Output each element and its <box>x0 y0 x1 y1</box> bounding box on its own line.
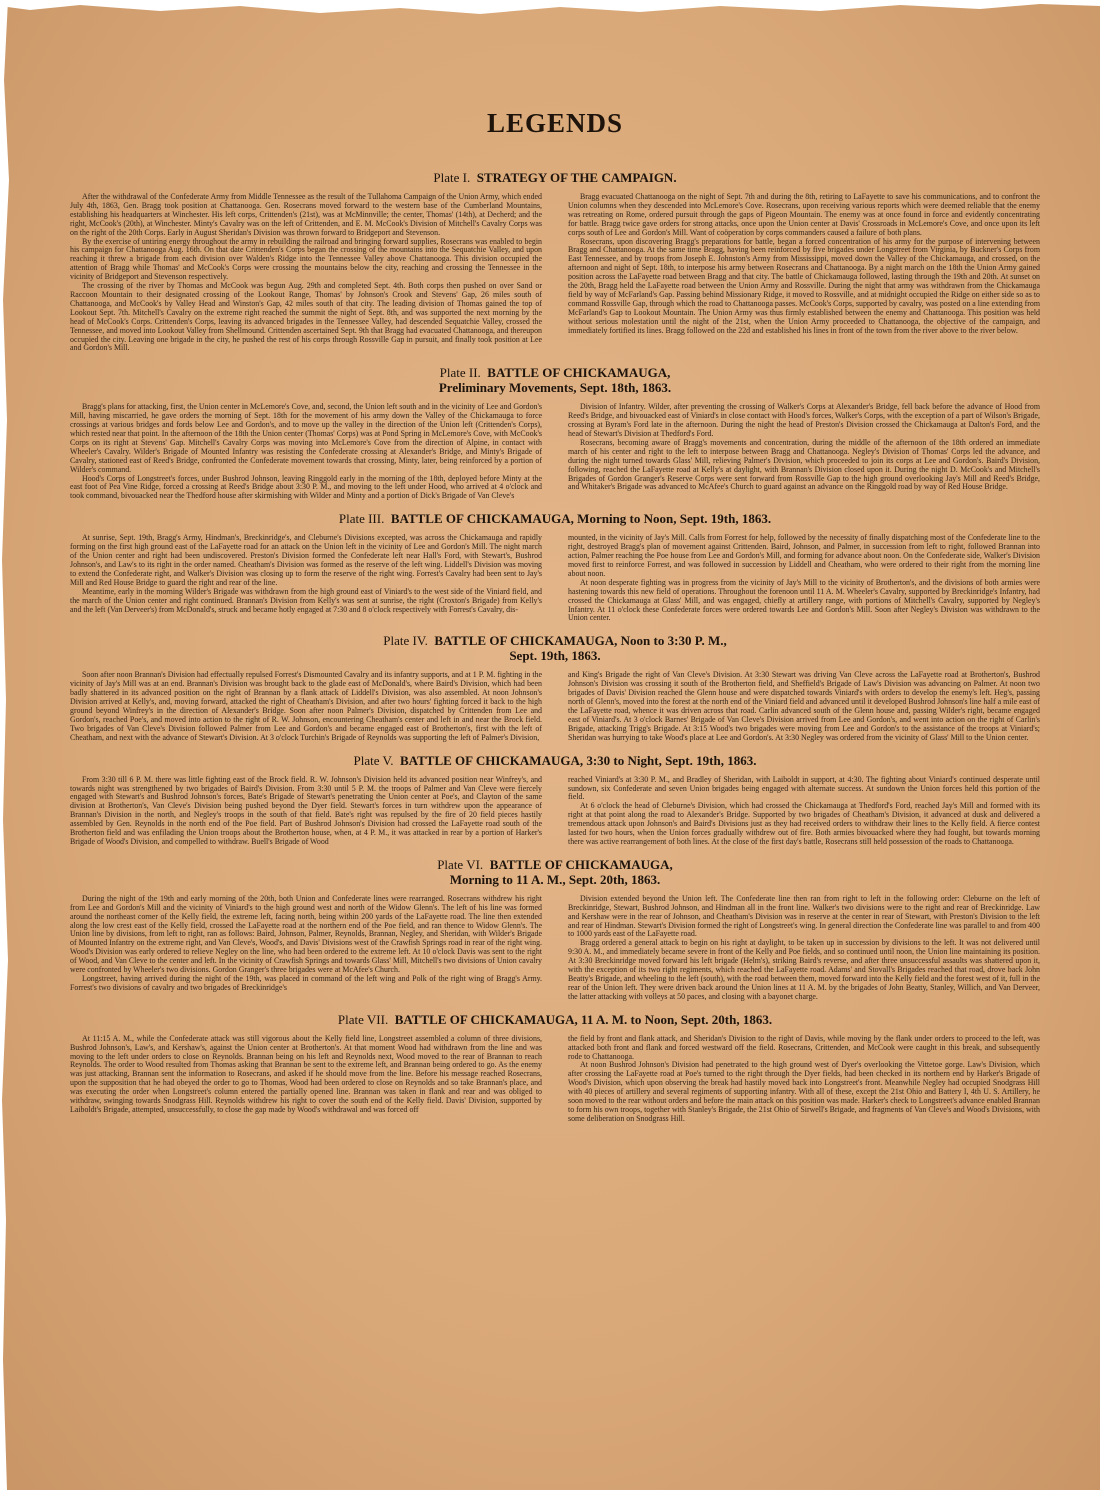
column-left <box>70 193 542 353</box>
paragraph: After the withdrawal of the Confederate Army from Middle Tennessee as the result of the Tullahoma Campaign of the Union Army, which ended July 4th, 1863, Gen. Bragg took position at Chattanooga. Gen. Rosecrans moved forward to the western base of the Cumberland Mountains, establishing his headquarters at Winchester. His left corps, Crittenden's (21st), was at McMinnville; the center, Thomas' (14th), at Decherd; and the right, McCook's (20th), at Winchester. Minty's Cavalry was on the left of Crittenden, and E. M. McCook's Division of Mitchell's Cavalry Corps was on the right of the 20th Corps. Early in August Sheridan's Division was thrown forward to Bridgeport and Stevenson. <box>70 192 542 237</box>
paragraph: Bragg's plans for attacking, first, the Union center in McLemore's Cove, and, second, the Union left south and in the vicinity of Lee and Gordon's Mill, having miscarried, he gave orders the morning of Sept. 18th for the movement of his army down the Valley of the Chickamauga to force crossings at various bridges and fords below Lee and Gordon's, and to move up the valley in the direction of the Union left (Crittenden's Corps), which rested near that point. In the afternoon of the 18th the Union center (Thomas' Corps) was at Pond Spring in McLemore's Cove, with McCook's Corps on its right at Stevens' Gap. Mitchell's Cavalry Corps was moving into McLemore's Cove from the direction of Alpine, in contact with Wheeler's Cavalry. Wilder's Brigade of Mounted Infantry was resisting the Confederate crossing at Alexander's Bridge, and Minty's Brigade of Cavalry, stationed east of Reed's Bridge, confronted the Confederate movement towards that crossing, Minty, later, being reinforced by a portion of Wilder's command. <box>70 402 542 474</box>
column-right <box>568 776 1040 847</box>
paragraph: Bragg evacuated Chattanooga on the night of Sept. 7th and during the 8th, retiring to LaFayette to save his communications, and to confront the Union columns when they descended into McLemore's Cove. Rosecrans, upon receiving various reports which were deemed reliable that the enemy was retreating on Rome, ordered pursuit through the gaps of Pigeon Mountain. The enemy was at once found in force and evidently concentrating for battle. Bragg twice gave orders for strong attacks, once upon the Union center at Davis' Crossroads in McLemore's Cove, and once upon its left corps south of Lee and Gordon's Mill. Want of coöperation by corps commanders caused a failure of both plans. <box>568 192 1040 237</box>
plate-numeral: Plate II. <box>439 365 481 381</box>
plate-section <box>70 365 1040 501</box>
paragraph: The crossing of the river by Thomas and McCook was begun Aug. 29th and completed Sept. 4th. Both corps then pushed on over Sand or Raccoon Mountain to their designated crossing of the Lookout Range, Thomas' by Johnson's Crook and Stevens' Gap, 26 miles south of Chattanooga, and McCook's by Valley Head and Winston's Gap, 42 miles south of that city. The leading division of Thomas gained the top of Lookout Sept. 7th. Mitchell's Cavalry on the extreme right reached the summit the night of Sept. 8th, and was supported the next morning by the head of McCook's Corps. Crittenden's Corps, leaving its advanced brigades in the Tennessee Valley, had descended Sequatchie Valley, crossed the Tennessee, and moved into Lookout Valley from Shellmound. Crittenden ascertained Sept. 9th that Bragg had evacuated Chattanooga, and thereupon occupied the city. Leaving one brigade in the city, he pushed the rest of his corps through Rossville Gap in pursuit, and finally took position at Lee and Gordon's Mill. <box>70 281 542 353</box>
plate-heading <box>70 1012 1040 1027</box>
plate-numeral: Plate I. <box>433 170 471 185</box>
column-left <box>70 776 542 847</box>
plate-columns <box>70 671 1040 742</box>
plate-title-line: STRATEGY OF THE CAMPAIGN. <box>476 170 677 185</box>
column-right <box>568 193 1040 353</box>
plate-section <box>70 511 1040 623</box>
column-left <box>70 1035 542 1124</box>
plate-columns <box>70 1035 1040 1124</box>
column-right <box>568 895 1040 1002</box>
paragraph: During the night of the 19th and early morning of the 20th, both Union and Confederate lines were rearranged. Rosecrans withdrew his right from Lee and Gordon's Mill and the vicinity of Viniard's to the high ground west and north of the Widow Glenn's. The left of his line was formed around the northeast corner of the Kelly field, the extreme left, facing north, being within 200 yards of the LaFayette road. The line then extended along the low crest east of the Kelly field, crossed the LaFayette road at the northern end of the Poe field, and ran thence to Widow Glenn's. The Union line by divisions, from left to right, ran as follows: Baird, Johnson, Palmer, Reynolds, Brannan, Negley, and Sheridan, with Wilder's Brigade of Mounted Infantry on the extreme right, and Van Cleve's, Wood's, and Davis' Divisions west of the Crawfish Springs road in rear of the right wing. Wood's Division was early ordered to relieve Negley on the line, who had been ordered to the extreme left. At 10 o'clock Davis was sent to the right of Wood, and Van Cleve to the center and left. In the vicinity of Crawfish Springs and towards Glass' Mill, Mitchell's two divisions of Union cavalry were confronted by Wheeler's two divisions. Gordon Granger's three brigades were at McAfee's Church. <box>70 893 542 975</box>
plate-title-line: Preliminary Movements, Sept. 18th, 1863. <box>438 380 672 396</box>
paragraph: At 6 o'clock the head of Cleburne's Division, which had crossed the Chickamauga at Thedford's Ford, reached Jay's Mill and formed with its right at that point along the road to Alexander's Bridge. Supported by two brigades of Cheatham's Division, it advanced at dusk and delivered a tremendous attack upon Johnson's and Baird's Divisions just as they had received orders to withdraw their lines to the Kelly field. A fierce contest lasted for two hours, when the Union forces gradually withdrew out of fire. Both armies bivouacked where they had fought, but towards morning there was active rearrangement of both lines. At the close of the first day's battle, Rosecrans still held possession of the roads to Chattanooga. <box>568 801 1040 846</box>
plate-title-line: BATTLE OF CHICKAMAUGA, <box>489 856 673 872</box>
paragraph: Meantime, early in the morning Wilder's Brigade was withdrawn from the high ground east of Viniard's to the west side of the Viniard field, and the march of the Union center and right continued. Brannan's Division from Kelly's was sent at sunrise, the right (Croxton's Brigade) from Kelly's and the left (Van Derveer's) from McDonald's, struck and became hotly engaged at 7:30 and 8 o'clock respectively with Forrest's Cavalry, dis- <box>70 586 542 614</box>
column-right <box>568 534 1040 623</box>
plates-container <box>70 170 1040 1124</box>
plate-title-line: BATTLE OF CHICKAMAUGA, 3:30 to Night, Sept. 19th, 1863. <box>400 752 757 768</box>
legends-content <box>70 100 1040 1124</box>
page-title: LEGENDS <box>486 108 624 138</box>
plate-heading <box>70 170 1040 185</box>
paragraph: the field by front and flank attack, and Sheridan's Division to the right of Davis, while moving by the flank under orders to proceed to the left, was attacked both front and flank and forced westward off the field. Rosecrans, Crittenden, and McCook were caught in this break, and subsequently rode to Chattanooga. <box>568 1033 1040 1061</box>
plate-heading <box>70 365 1040 395</box>
plate-title-line: BATTLE OF CHICKAMAUGA, 11 A. M. to Noon, Sept. 20th, 1863. <box>394 1011 773 1027</box>
column-right <box>568 1035 1040 1124</box>
plate-columns <box>70 895 1040 1002</box>
plate-heading <box>70 857 1040 887</box>
torn-left-edge <box>0 0 20 1490</box>
column-right <box>568 403 1040 501</box>
plate-section <box>70 1012 1040 1124</box>
paragraph: Longstreet, having arrived during the night of the 19th, was placed in command of the left wing and Polk of the right wing of Bragg's Army. Forrest's two divisions of cavalry and two brigades of Breckinridge's <box>70 974 542 992</box>
paragraph: and King's Brigade the right of Van Cleve's Division. At 3:30 Stewart was driving Van Cleve across the LaFayette road at Brotherton's, Bushrod Johnson's Division was crossing it south of the Brotherton field, and Sheffield's Brigade of Law's Division was advancing on Palmer. At noon two brigades of Davis' Division reached the Glenn house and were dispatched towards Viniard's with orders to develop the enemy's left. Heg's, passing north of Glenn's, moved into the forest at the north end of the Viniard field and advanced until it developed Bushrod Johnson's line half a mile east of the LaFayette road, whence it was driven across that road. Carlin advanced south of the Glenn house and, passing Wilder's right, became engaged east of Viniard's. At 3 o'clock Barnes' Brigade of Van Cleve's Division arrived from Lee and Gordon's, and went into action on the right of Carlin's Brigade, attacking Trigg's Brigade. At 3:15 Wood's two brigades were moving from Lee and Gordon's to the assistance of the troops at Viniard's; Sheridan was hurrying to take Wood's place at Lee and Gordon's. At 3:30 Negley was ordered from the vicinity of Glass' Mill to the Union center. <box>568 670 1040 742</box>
paragraph: Hood's Corps of Longstreet's forces, under Bushrod Johnson, leaving Ringgold early in the morning of the 18th, deployed before Minty at the east foot of Pea Vine Ridge, forced a crossing at Reed's Bridge about 3:30 P. M., and moving to the left under Hood, who arrived at 4 o'clock and took command, bivouacked near the Thedford house after skirmishing with Wilder and Minty and a portion of Dick's Brigade of Van Cleve's <box>70 473 542 501</box>
torn-top-edge <box>0 0 1100 30</box>
column-left <box>70 895 542 1002</box>
paragraph: By the exercise of untiring energy throughout the army in rebuilding the railroad and bringing forward supplies, Rosecrans was enabled to begin his campaign for Chattanooga Aug. 16th. On that date Crittenden's Corps began the crossing of the mountains into the Sequatchie Valley, and upon reaching it threw a brigade from each division over Walden's Ridge into the Tennessee Valley above Chattanooga. This division occupied the attention of Bragg while Thomas' and McCook's Corps were crossing the mountains below the city, reaching and crossing the Tennessee in the vicinity of Bridgeport and Stevenson respectively. <box>70 236 542 282</box>
plate-heading <box>70 511 1040 526</box>
paragraph: reached Viniard's at 3:30 P. M., and Bradley of Sheridan, with Laiboldt in support, at 4:30. The fighting about Viniard's continued desperate until sundown, six Confederate and seven Union brigades being engaged with alternate success. At sundown the Union forces held this portion of the field. <box>568 774 1040 802</box>
column-left <box>70 671 542 742</box>
paragraph: At sunrise, Sept. 19th, Bragg's Army, Hindman's, Breckinridge's, and Cleburne's Divisions excepted, was across the Chickamauga and rapidly forming on the first high ground east of the LaFayette road for an attack on the Union left in the vicinity of Lee and Gordon's Mill. The night march of the Union center and right had been undiscovered. Preston's Division formed the Confederate left near Hall's Ford, with Stewart's, Bushrod Johnson's, and Law's to its right in the order named. Cheatham's Division was formed as the reserve of the left wing. Liddell's Division was moving to extend the Confederate right, and Walker's Division was closing up to form the reserve of the right wing. Forrest's Cavalry had been sent to Jay's Mill and Red House Bridge to guard the right and rear of the line. <box>70 533 542 587</box>
paragraph: At noon Bushrod Johnson's Division had penetrated to the high ground west of Dyer's overlooking the Vittetoe gorge. Law's Division, which after crossing the LaFayette road at Poe's turned to the right through the Dyer fields, had been checked in its northern end by Harker's Brigade of Wood's Division, which upon observing the break had hastily moved back into Longstreet's front. Meanwhile Negley had occupied Snodgrass Hill with 40 pieces of artillery and several regiments of supporting infantry. With all of these, except the 21st Ohio and Battery I, 4th U. S. Artillery, he soon moved to the rear without orders and before the main attack on this position was made. Harker's check to Longstreet's advance enabled Brannan to form his own troops, together with Stanley's Brigade, the 21st Ohio of Sirwell's Brigade, and fragments of Van Cleve's and Wood's Divisions, with some deliberation on Snodgrass Hill. <box>568 1060 1040 1123</box>
column-right <box>568 671 1040 742</box>
paragraph: Division extended beyond the Union left. The Confederate line then ran from right to left in the following order: Cleburne on the left of Breckinridge, Stewart, Bushrod Johnson, and Hindman all in the front line. Walker's two divisions were to the right and rear of Breckinridge. Law and Kershaw were in the rear of Johnson, and Cheatham's Division was in reserve at the center in rear of Stewart, with Preston's Division to the left and rear of Hindman. Stewart's Division formed the right of Longstreet's wing. In general direction the Confederate line was parallel to and from 400 to 1000 yards east of the LaFayette road. <box>568 893 1040 939</box>
paragraph: Rosecrans, becoming aware of Bragg's movements and concentration, during the middle of the afternoon of the 18th ordered an immediate march of his center and right to the left to interpose between Bragg and Chattanooga. Negley's Division of Thomas' Corps led the advance, and during the night turned towards Glass' Mill, relieving Palmer's Division, which proceeded to join its corps at Lee and Gordon's. Baird's Division, following, reached the LaFayette road at Kelly's at daylight, with Brannan's Division closed upon it. During the night D. McCook's and Mitchell's Brigades of Gordon Granger's Reserve Corps were sent forward from Rossville Gap to the high ground overlooking Jay's Mill and Reed's Bridge, and Whitaker's Brigade was advanced to McAfee's Church to guard against an advance on the Ringgold road by way of Red House Bridge. <box>568 437 1040 492</box>
plate-columns <box>70 403 1040 501</box>
paragraph: At noon desperate fighting was in progress from the vicinity of Jay's Mill to the vicinity of Brotherton's, and the divisions of both armies were hastening towards this new field of operations. Throughout the forenoon until 11 A. M. Wheeler's Cavalry, supported by Breckinridge's Infantry, had crossed the Chickamauga at Glass' Mill, and was engaged, chiefly at artillery range, with portions of Mitchell's Cavalry, supported by Negley's Infantry. At 11 o'clock these Confederate forces were ordered towards Lee and Gordon's Mill. Soon after Negley's Division was withdrawn to the Union center. <box>568 577 1040 623</box>
plate-numeral: Plate V. <box>353 752 394 768</box>
plate-columns <box>70 193 1040 353</box>
plate-numeral: Plate IV. <box>383 633 428 649</box>
column-left <box>70 534 542 623</box>
plate-section <box>70 753 1040 847</box>
plate-title-line: BATTLE OF CHICKAMAUGA, Morning to Noon, Sept. 19th, 1863. <box>390 511 772 527</box>
plate-title-line: BATTLE OF CHICKAMAUGA, Noon to 3:30 P. M., <box>434 633 727 649</box>
paragraph: mounted, in the vicinity of Jay's Mill. Calls from Forrest for help, followed by the necessity of finally dispatching most of the Confederate line to the right, destroyed Bragg's plan of movement against Crittenden. Baird, Johnson, and Palmer, in succession from left to right, followed Brannan into action, Palmer reaching the Poe house from Lee and Gordon's Mill, and forming for advance about noon. On the Confederate side, Walker's Division moved first to reinforce Forrest, and was followed in succession by Liddell and Cheatham, who were ordered to their right from the morning line about noon. <box>568 533 1040 578</box>
plate-section <box>70 857 1040 1002</box>
paragraph: Rosecrans, upon discovering Bragg's preparations for battle, began a forced concentration of his army for the purpose of intervening between Bragg and Chattanooga. At the same time Bragg, having been reinforced by five brigades under Longstreet from Virginia, by Buckner's Corps from East Tennessee, and by troops from Joseph E. Johnston's Army from Mississippi, moved down the Valley of the Chickamauga, and crossed, on the afternoon and night of Sept. 18th, to interpose his army between Rosecrans and Chattanooga. By a night march on the 18th the Union Army gained position across the LaFayette road between Bragg and that city. The battle of Chickamauga followed, lasting through the 19th and 20th. At sunset on the 20th, Bragg held the LaFayette road between the Union Army and Rossville. During the night that army was withdrawn from the Chickamauga field by way of McFarland's Gap. Passing behind Missionary Ridge, it moved to Rossville, and at midnight occupied the Ridge on either side so as to command Rossville Gap, through which the road to Chattanooga passes. McCook's Corps, supported by cavalry, was posted on a line extending from McFarland's Gap to Lookout Mountain. The Union Army was thus firmly established between the enemy and Chattanooga. This position was held without serious molestation until the night of the 21st, when the Union Army proceeded to Chattanooga, the objective of the campaign, and immediately fortified its lines. Bragg followed on the 22d and established his lines in front of the town from the river above to the river below. <box>568 236 1040 335</box>
plate-numeral: Plate VI. <box>437 856 484 872</box>
plate-title-line: Sept. 19th, 1863. <box>509 648 601 664</box>
plate-title-line: BATTLE OF CHICKAMAUGA, <box>487 365 671 381</box>
plate-section <box>70 170 1040 353</box>
paragraph: At 11:15 A. M., while the Confederate attack was still vigorous about the Kelly field line, Longstreet assembled a column of three divisions, Bushrod Johnson's, Law's, and Kershaw's, against the Union center at Brotherton's. At that moment Wood had withdrawn from the line and was moving to the left under orders to close on Reynolds. Brannan being on his left and Reynolds next, Wood moved to the rear of Brannan to reach Reynolds. The order to Wood resulted from Thomas asking that Brannan be sent to the extreme left, and Brannan being ordered to go. As the enemy was just attacking, Brannan sent the information to Rosecrans, and asked if he should move from the line. Before his message reached Rosecrans, upon the supposition that he had obeyed the order to go to Thomas, Wood had been ordered to close on Reynolds and so take Brannan's place, and was executing the order when Longstreet's column entered the partially opened line. Brannan was taken in flank and rear and was obliged to withdraw, swinging towards Snodgrass Hill. Reynolds withdrew his right to cover the south end of the Kelly field. Davis' Division, supported by Laiboldt's Brigade, attempted, unsuccessfully, to close the gap made by Wood's withdrawal and was forced off <box>70 1033 542 1114</box>
plate-columns <box>70 534 1040 623</box>
plate-columns <box>70 776 1040 847</box>
plate-heading <box>70 633 1040 663</box>
plate-heading <box>70 753 1040 768</box>
plate-numeral: Plate VII. <box>337 1011 389 1027</box>
paragraph: From 3:30 till 6 P. M. there was little fighting east of the Brock field. R. W. Johnson's Division held its advanced position near Winfrey's, and towards night was strengthened by two brigades of Baird's Division. From 3:30 until 5 P. M. the troops of Palmer and Van Cleve were fiercely engaged with Stewart's and Bushrod Johnson's forces, Bate's Brigade of Stewart's penetrating the Union center at Poe's, and Clayton of the same division at Brotherton's, Van Cleve's Division being pushed beyond the Dyer field. Stewart's forces in turn withdrew upon the appearance of Brannan's Division in the north, and Negley's troops in the south of that field. Bate's right was repulsed by the fire of 20 field pieces hastily assembled by Gen. Reynolds in the north end of the Poe field. Part of Bushrod Johnson's Division had crossed the LaFayette road south of the Brotherton field and was enfilading the Union troops about the Brotherton house, when, at 4 P. M., it was attacked in rear by a portion of Harker's Brigade of Wood's Division, and compelled to withdraw. Buell's Brigade of Wood <box>70 774 542 846</box>
column-left <box>70 403 542 501</box>
paragraph: Soon after noon Brannan's Division had effectually repulsed Forrest's Dismounted Cavalry and its infantry supports, and at 1 P. M. fighting in the vicinity of Jay's Mill was at an end. Brannan's Division was brought back to the glade east of McDonald's, where Baird's Division, which had been badly shattered in its advanced position on the right of Brannan by a flank attack of Liddell's Division, was also assembled. At noon Johnson's Division arrived at Kelly's, and, moving forward, attacked the right of Cheatham's Division, and after two hours' fighting forced it back to the high ground beyond Winfrey's in the direction of Alexander's Bridge. Soon after noon Palmer's Division, dispatched by Crittenden from Lee and Gordon's, reached Poe's, and moved into action to the right of R. W. Johnson, encountering Cheatham's center and left in and near the Brock field. Two brigades of Van Cleve's Division followed Palmer from Lee and Gordon's and became engaged east of Brotherton's, first with the left of Cheatham, and next with the advance of Stewart's Division. At 3 o'clock Turchin's Brigade of Reynolds was supporting the left of Palmer's Division, <box>70 670 542 742</box>
paragraph: Bragg ordered a general attack to begin on his right at daylight, to be taken up in succession by divisions to the left. It was not delivered until 9:30 A. M., and immediately became severe in front of the Kelly and Poe fields, and so continued until noon, the Union line maintaining its position. At 3:30 Breckinridge moved forward his left brigade (Helm's), striking Baird's reverse, and after three unsuccessful assaults was shattered upon it, with the exception of its two right regiments, which reached the LaFayette road. Adams' and Stovall's Brigades reached that road, drove back John Beatty's Brigade, and wheeling to the left (south), with the road between them, moved forward into the Kelly field and the forest west of it, full in the rear of the Union left. They were driven back around the Union lines at 11 A. M. by the brigades of John Beatty, Stanley, Willich, and Van Derveer, the latter attacking with volleys at 50 paces, and closing with a bayonet charge. <box>568 938 1040 1001</box>
paragraph: Division of Infantry. Wilder, after preventing the crossing of Walker's Corps at Alexander's Bridge, fell back before the advance of Hood from Reed's Bridge, and bivouacked east of Viniard's in close contact with Hood's forces, Walker's Corps, with the exception of a part of Wilson's Brigade, crossing at Byram's Ford late in the afternoon. During the night the head of Preston's Division crossed the Chickamauga at Dalton's Ford, and the head of Stewart's Division at Thedford's Ford. <box>568 402 1040 439</box>
plate-title-line: Morning to 11 A. M., Sept. 20th, 1863. <box>449 871 661 887</box>
plate-numeral: Plate III. <box>338 511 385 527</box>
plate-section <box>70 633 1040 742</box>
